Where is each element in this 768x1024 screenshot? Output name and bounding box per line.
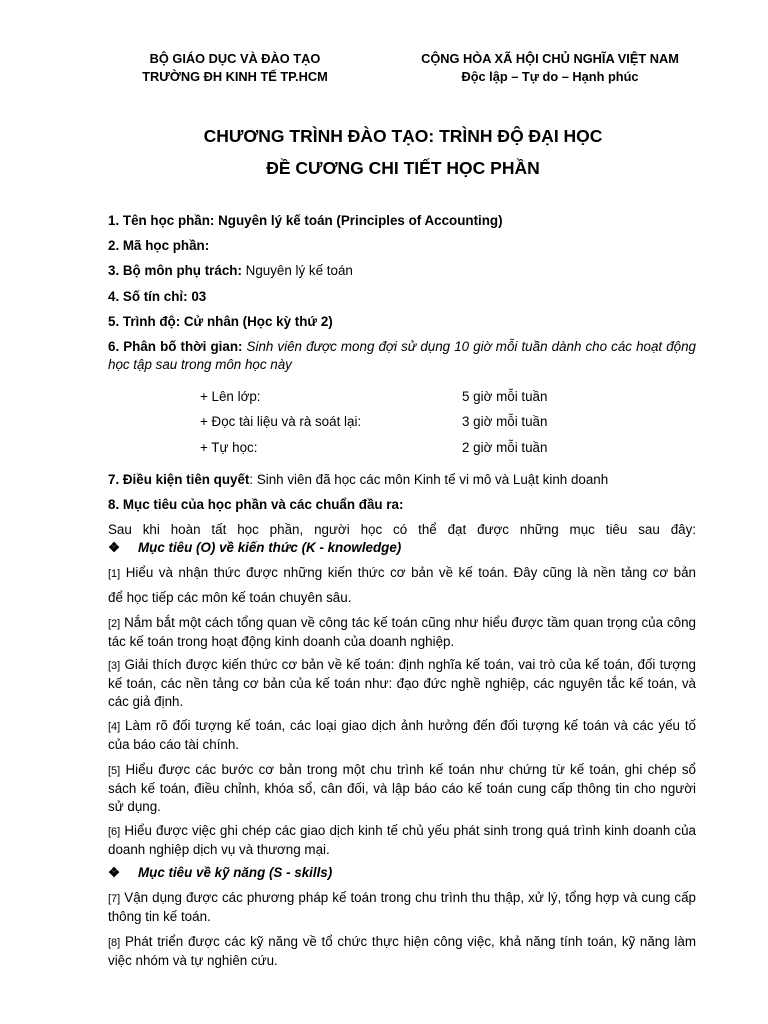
country-name: CỘNG HÒA XÃ HỘI CHỦ NGHĨA VIỆT NAM [421, 51, 679, 66]
ministry-header [120, 50, 350, 86]
syllabus-title: ĐỀ CƯƠNG CHI TIẾT HỌC PHẦN [266, 158, 540, 178]
objective-5: [5] Hiểu được các bước cơ bản trong một chu trình kế toán như chứng từ kế toán, ghi chép sổ sách kế toán, điều chỉnh, khóa sổ, cân đối, và lập báo cáo kế toán cung cấp thông tin cho người sử dụng. [108, 762, 696, 814]
schedule-activity: + Lên lớp: [200, 389, 261, 404]
objective-2: [2] Nắm bắt một cách tổng quan về công tác kế toán cũng như hiểu được tầm quan trọng của công tác kế toán trong hoạt động kinh doanh của doanh nghiệp. [108, 615, 696, 649]
schedule-hours: 5 giờ mỗi tuần [462, 389, 548, 404]
course-code: 2. Mã học phần: [108, 238, 210, 253]
objective-4: [4] Làm rõ đối tượng kế toán, các loại giao dịch ảnh hưởng đến đối tượng kế toán và các yếu tố của báo cáo tài chính. [108, 718, 696, 752]
program-title: CHƯƠNG TRÌNH ĐÀO TẠO: TRÌNH ĐỘ ĐẠI HỌC [203, 126, 603, 146]
schedule-activity: + Đọc tài liệu và rà soát lại: [200, 414, 362, 429]
university-name: TRƯỜNG ĐH KINH TẾ TP.HCM [142, 69, 328, 84]
schedule-activity: + Tự học: [200, 440, 258, 455]
national-header [400, 50, 700, 86]
ministry-name: BỘ GIÁO DỤC VÀ ĐÀO TẠO [149, 51, 321, 66]
objective-6: [6] Hiểu được việc ghi chép các giao dịch kinh tế chủ yếu phát sinh trong quá trình kinh doanh của doanh nghiệp dịch vụ và thương mại. [108, 823, 696, 857]
course-name: 1. Tên học phần: Nguyên lý kế toán (Principles of Accounting) [108, 213, 503, 228]
diamond-bullet-icon: ❖ [108, 540, 121, 555]
objective-1: [1] Hiểu và nhận thức được những kiến thức cơ bản về kế toán. Đây cũng là nền tảng cơ bản [108, 565, 696, 580]
prerequisites: 7. Điều kiện tiên quyết: Sinh viên đã học các môn Kinh tế vi mô và Luật kinh doanh [108, 472, 609, 487]
time-allocation: 6. Phân bố thời gian: Sinh viên được mong đợi sử dụng 10 giờ mỗi tuần dành cho các hoạt động học tập sau trong môn học này [108, 339, 696, 372]
credits: 4. Số tín chỉ: 03 [108, 289, 207, 304]
objectives-intro: Sau khi hoàn tất học phần, người học có thể đạt được những mục tiêu sau đây: [108, 522, 696, 537]
level: 5. Trình độ: Cử nhân (Học kỳ thứ 2) [108, 314, 333, 329]
schedule-hours: 3 giờ mỗi tuần [462, 414, 548, 429]
skills-heading: ❖ Mục tiêu về kỹ năng (S - skills) [108, 865, 333, 880]
department: 3. Bộ môn phụ trách: Nguyên lý kế toán [108, 263, 353, 278]
knowledge-heading: ❖ Mục tiêu (O) về kiến thức (K - knowledge) [108, 540, 402, 555]
objective-8: [8] Phát triển được các kỹ năng về tổ chức thực hiện công việc, khả năng tính toán, kỹ năng làm việc nhóm và tự nghiên cứu. [108, 934, 696, 968]
national-motto: Độc lập – Tự do – Hạnh phúc [461, 69, 639, 84]
schedule-hours: 2 giờ mỗi tuần [462, 440, 548, 455]
diamond-bullet-icon: ❖ [108, 865, 121, 880]
objective-3: [3] Giải thích được kiến thức cơ bản về kế toán: định nghĩa kế toán, vai trò của kế toán, đối tượng kế toán, các nền tảng cơ bản của kế toán như: đạo đức nghề nghiệp, các nguyên tắc kế toán, và các giả định. [108, 657, 696, 709]
objective-7: [7] Vận dụng được các phương pháp kế toán trong chu trình thu thập, xử lý, tổng hợp và cung cấp thông tin kế toán. [108, 890, 696, 924]
objective-1-cont: để học tiếp các môn kế toán chuyên sâu. [108, 590, 352, 605]
objectives-heading: 8. Mục tiêu của học phần và các chuẩn đầu ra: [108, 497, 404, 512]
